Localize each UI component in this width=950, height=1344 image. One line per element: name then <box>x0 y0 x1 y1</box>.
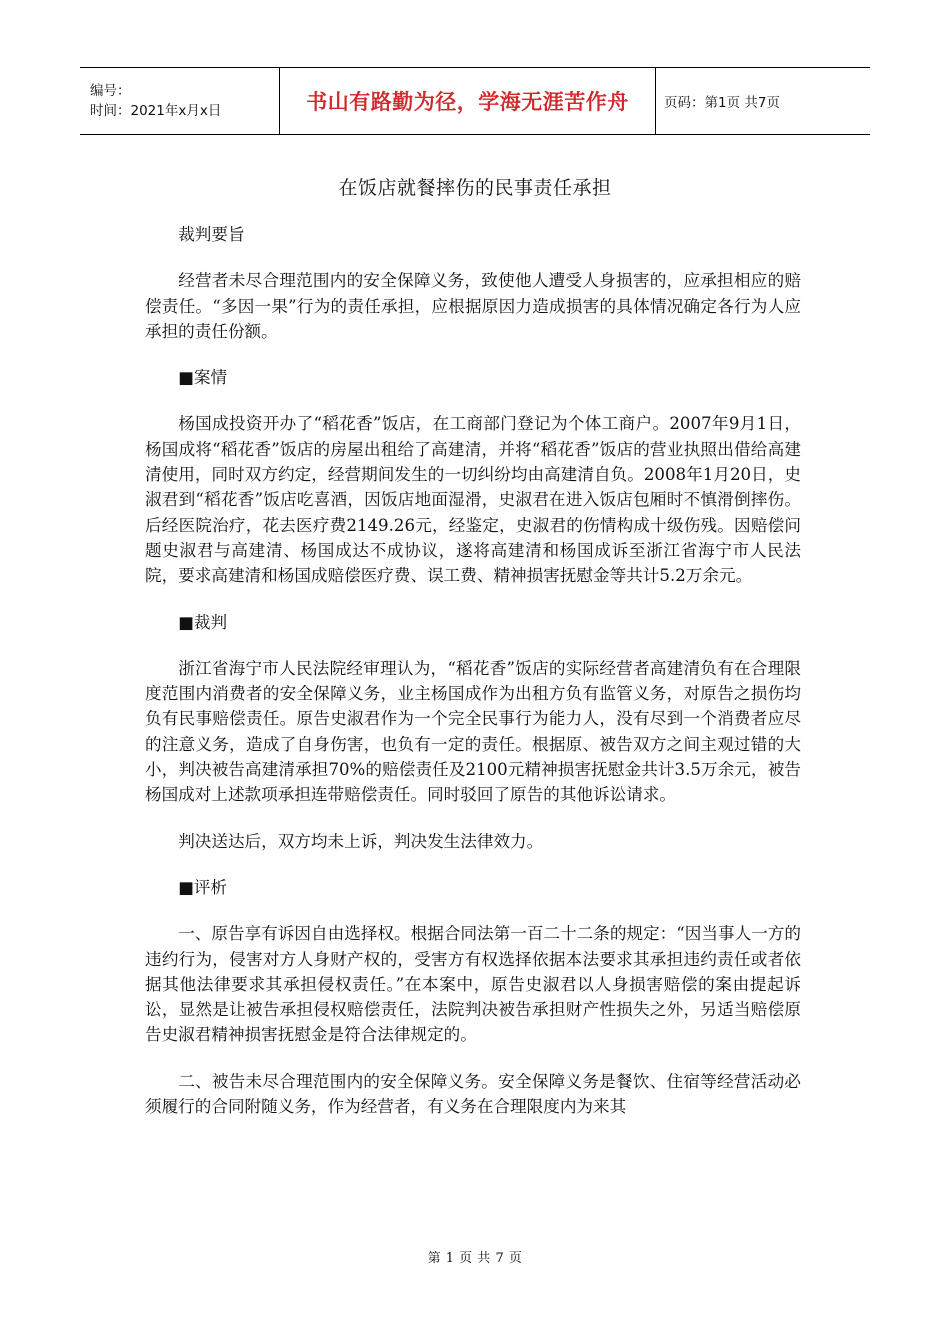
document-body <box>145 222 801 1140</box>
paragraph-judgment: 浙江省海宁市人民法院经审理认为，“稻花香”饭店的实际经营者高建清负有在合理限度范围内消费者的安全保障义务，业主杨国成作为出租方负有监管义务，对原告之损伤均负有民事赔偿责任。原告史淑君作为一个完全民事行为能力人，没有尽到一个消费者应尽的注意义务，造成了自身伤害，也负有一定的责任。根据原、被告双方之间主观过错的大小，判决被告高建清承担70%的赔偿责任及2100元精神损害抚慰金共计3.5万余元，被告杨国成对上述款项承担连带赔偿责任。同时驳回了原告的其他诉讼请求。 <box>145 658 801 805</box>
section-heading-case: ■案情 <box>178 368 228 388</box>
header-motto <box>280 68 656 134</box>
paragraph-analysis-1: 一、原告享有诉因自由选择权。根据合同法第一百二十二条的规定：“因当事人一方的违约行为，侵害对方人身财产权的，受害方有权选择依据本法要求其承担违约责任或者依据其他法律要求其承担侵权责任。”在本案中，原告史淑君以人身损害赔偿的案由提起诉讼，显然是让被告承担侵权赔偿责任，法院判决被告承担财产性损失之外，另适当赔偿原告史淑君精神损害抚慰金是符合法律规定的。 <box>145 924 801 1045</box>
paragraph-ruling-summary-heading: 裁判要旨 <box>178 225 245 244</box>
paragraph-case-facts: 杨国成投资开办了“稻花香”饭店，在工商部门登记为个体工商户。2007年9月1日，杨国成将“稻花香”饭店的房屋出租给了高建清，并将“稻花香”饭店的营业执照出借给高建清使用，同时双方约定，经营期间发生的一切纠纷均由高建清自负。2008年1月20日，史淑君到“稻花香”饭店吃喜酒，因饭店地面湿滑，史淑君在进入饭店包厢时不慎滑倒摔伤。后经医院治疗，花去医疗费2149.26元，经鉴定，史淑君的伤情构成十级伤残。因赔偿问题史淑君与高建清、杨国成达不成协议，遂将高建清和杨国成诉至浙江省海宁市人民法院，要求高建清和杨国成赔偿医疗费、误工费、精神损害抚慰金等共计5.2万余元。 <box>145 414 801 586</box>
header-page-info <box>656 68 870 134</box>
page-info-text: 页码：第1页 共7页 <box>664 95 780 111</box>
paragraph-effect: 判决送达后，双方均未上诉，判决发生法律效力。 <box>178 831 544 851</box>
paragraph-analysis-2: 二、被告未尽合理范围内的安全保障义务。安全保障义务是餐饮、住宿等经营活动必须履行的合同附随义务，作为经营者，有义务在合理限度内为来其 <box>145 1071 801 1117</box>
header-meta <box>80 68 280 134</box>
section-heading-analysis: ■评析 <box>178 877 228 897</box>
number-label: 编号： <box>90 83 131 99</box>
document-header <box>80 67 870 135</box>
page-footer: 第 1 页 共 7 页 <box>427 1251 523 1266</box>
section-heading-judgment: ■裁判 <box>178 612 228 632</box>
document-title: 在饭店就餐摔伤的民事责任承担 <box>338 177 612 199</box>
motto-text: 书山有路勤为径，学海无涯苦作舟 <box>306 90 629 114</box>
time-label: 时间：2021年x月x日 <box>90 103 222 119</box>
paragraph-ruling-summary: 经营者未尽合理范围内的安全保障义务，致使他人遭受人身损害的，应承担相应的赔偿责任。“多因一果”行为的责任承担，应根据原因力造成损害的具体情况确定各行为人应承担的责任份额。 <box>145 271 801 341</box>
